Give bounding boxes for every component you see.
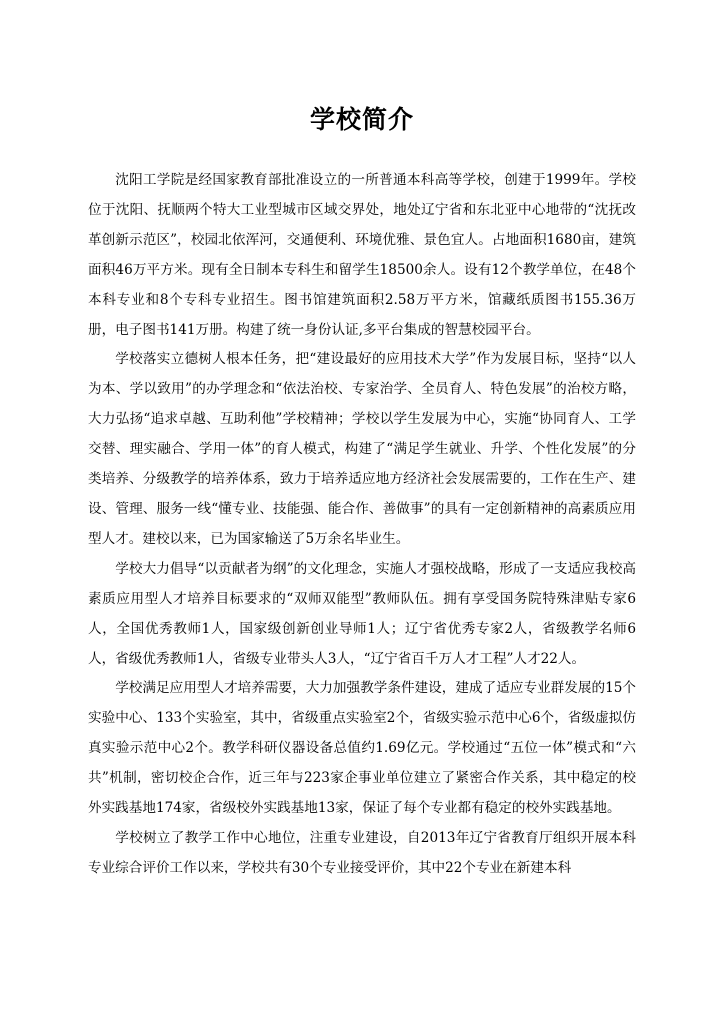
paragraph-programs: 学校树立了教学工作中心地位，注重专业建设，自2013年辽宁省教育厅组织开展本科专业综合评价工作以来，学校共有30个专业接受评价，其中22个专业在新建本科 [88, 829, 636, 876]
page-title: 学校简介 [309, 105, 414, 134]
document-body [88, 166, 636, 884]
paragraph-overview: 沈阳工学院是经国家教育部批准设立的一所普通本科高等学校，创建于1999年。学校位于沈阳、抚顺两个特大工业型城市区域交界处，地处辽宁省和东北亚中心地带的“沈抚改革创新示范区”，校园北依浑河，交通便利、环境优雅、景色宜人。占地面积1680亩，建筑面积46万平方米。现有全日制本专科生和留学生18500余人。设有12个教学单位，在48个本科专业和8个专科专业招生。图书馆建筑面积2.58万平方米，馆藏纸质图书155.36万册，电子图书141万册。构建了统一身份认证,多平台集成的智慧校园平台。 [88, 172, 636, 338]
paragraph-faculty: 学校大力倡导“以贡献者为纲”的文化理念，实施人才强校战略，形成了一支适应我校高素质应用型人才培养目标要求的“双师双能型”教师队伍。拥有享受国务院特殊津贴专家6人，全国优秀教师1人，国家级创新创业导师1人；辽宁省优秀专家2人，省级教学名师6人，省级优秀教师1人，省级专业带头人3人，“辽宁省百千万人才工程”人才22人。 [88, 560, 636, 667]
paragraph-mission: 学校落实立德树人根本任务，把“建设最好的应用技术大学”作为发展目标，坚持“以人为本、学以致用”的办学理念和“依法治校、专家治学、全员育人、特色发展”的治校方略，大力弘扬“追求卓越、互助利他”学校精神；学校以学生发展为中心，实施“协同育人、工学交替、理实融合、学用一体”的育人模式，构建了“满足学生就业、升学、个性化发展”的分类培养、分级教学的培养体系，致力于培养适应地方经济社会发展需要的，工作在生产、建设、管理、服务一线“懂专业、技能强、能合作、善做事”的具有一定创新精神的高素质应用型人才。建校以来，已为国家输送了5万余名毕业生。 [88, 351, 636, 547]
paragraph-facilities: 学校满足应用型人才培养需要，大力加强教学条件建设，建成了适应专业群发展的15个实验中心、133个实验室，其中，省级重点实验室2个，省级实验示范中心6个，省级虚拟仿真实验示范中心2个。教学科研仪器设备总值约1.69亿元。学校通过“五位一体”模式和“六共”机制，密切校企合作，近三年与223家企事业单位建立了紧密合作关系，其中稳定的校外实践基地174家，省级校外实践基地13家，保证了每个专业都有稳定的校外实践基地。 [88, 680, 636, 817]
